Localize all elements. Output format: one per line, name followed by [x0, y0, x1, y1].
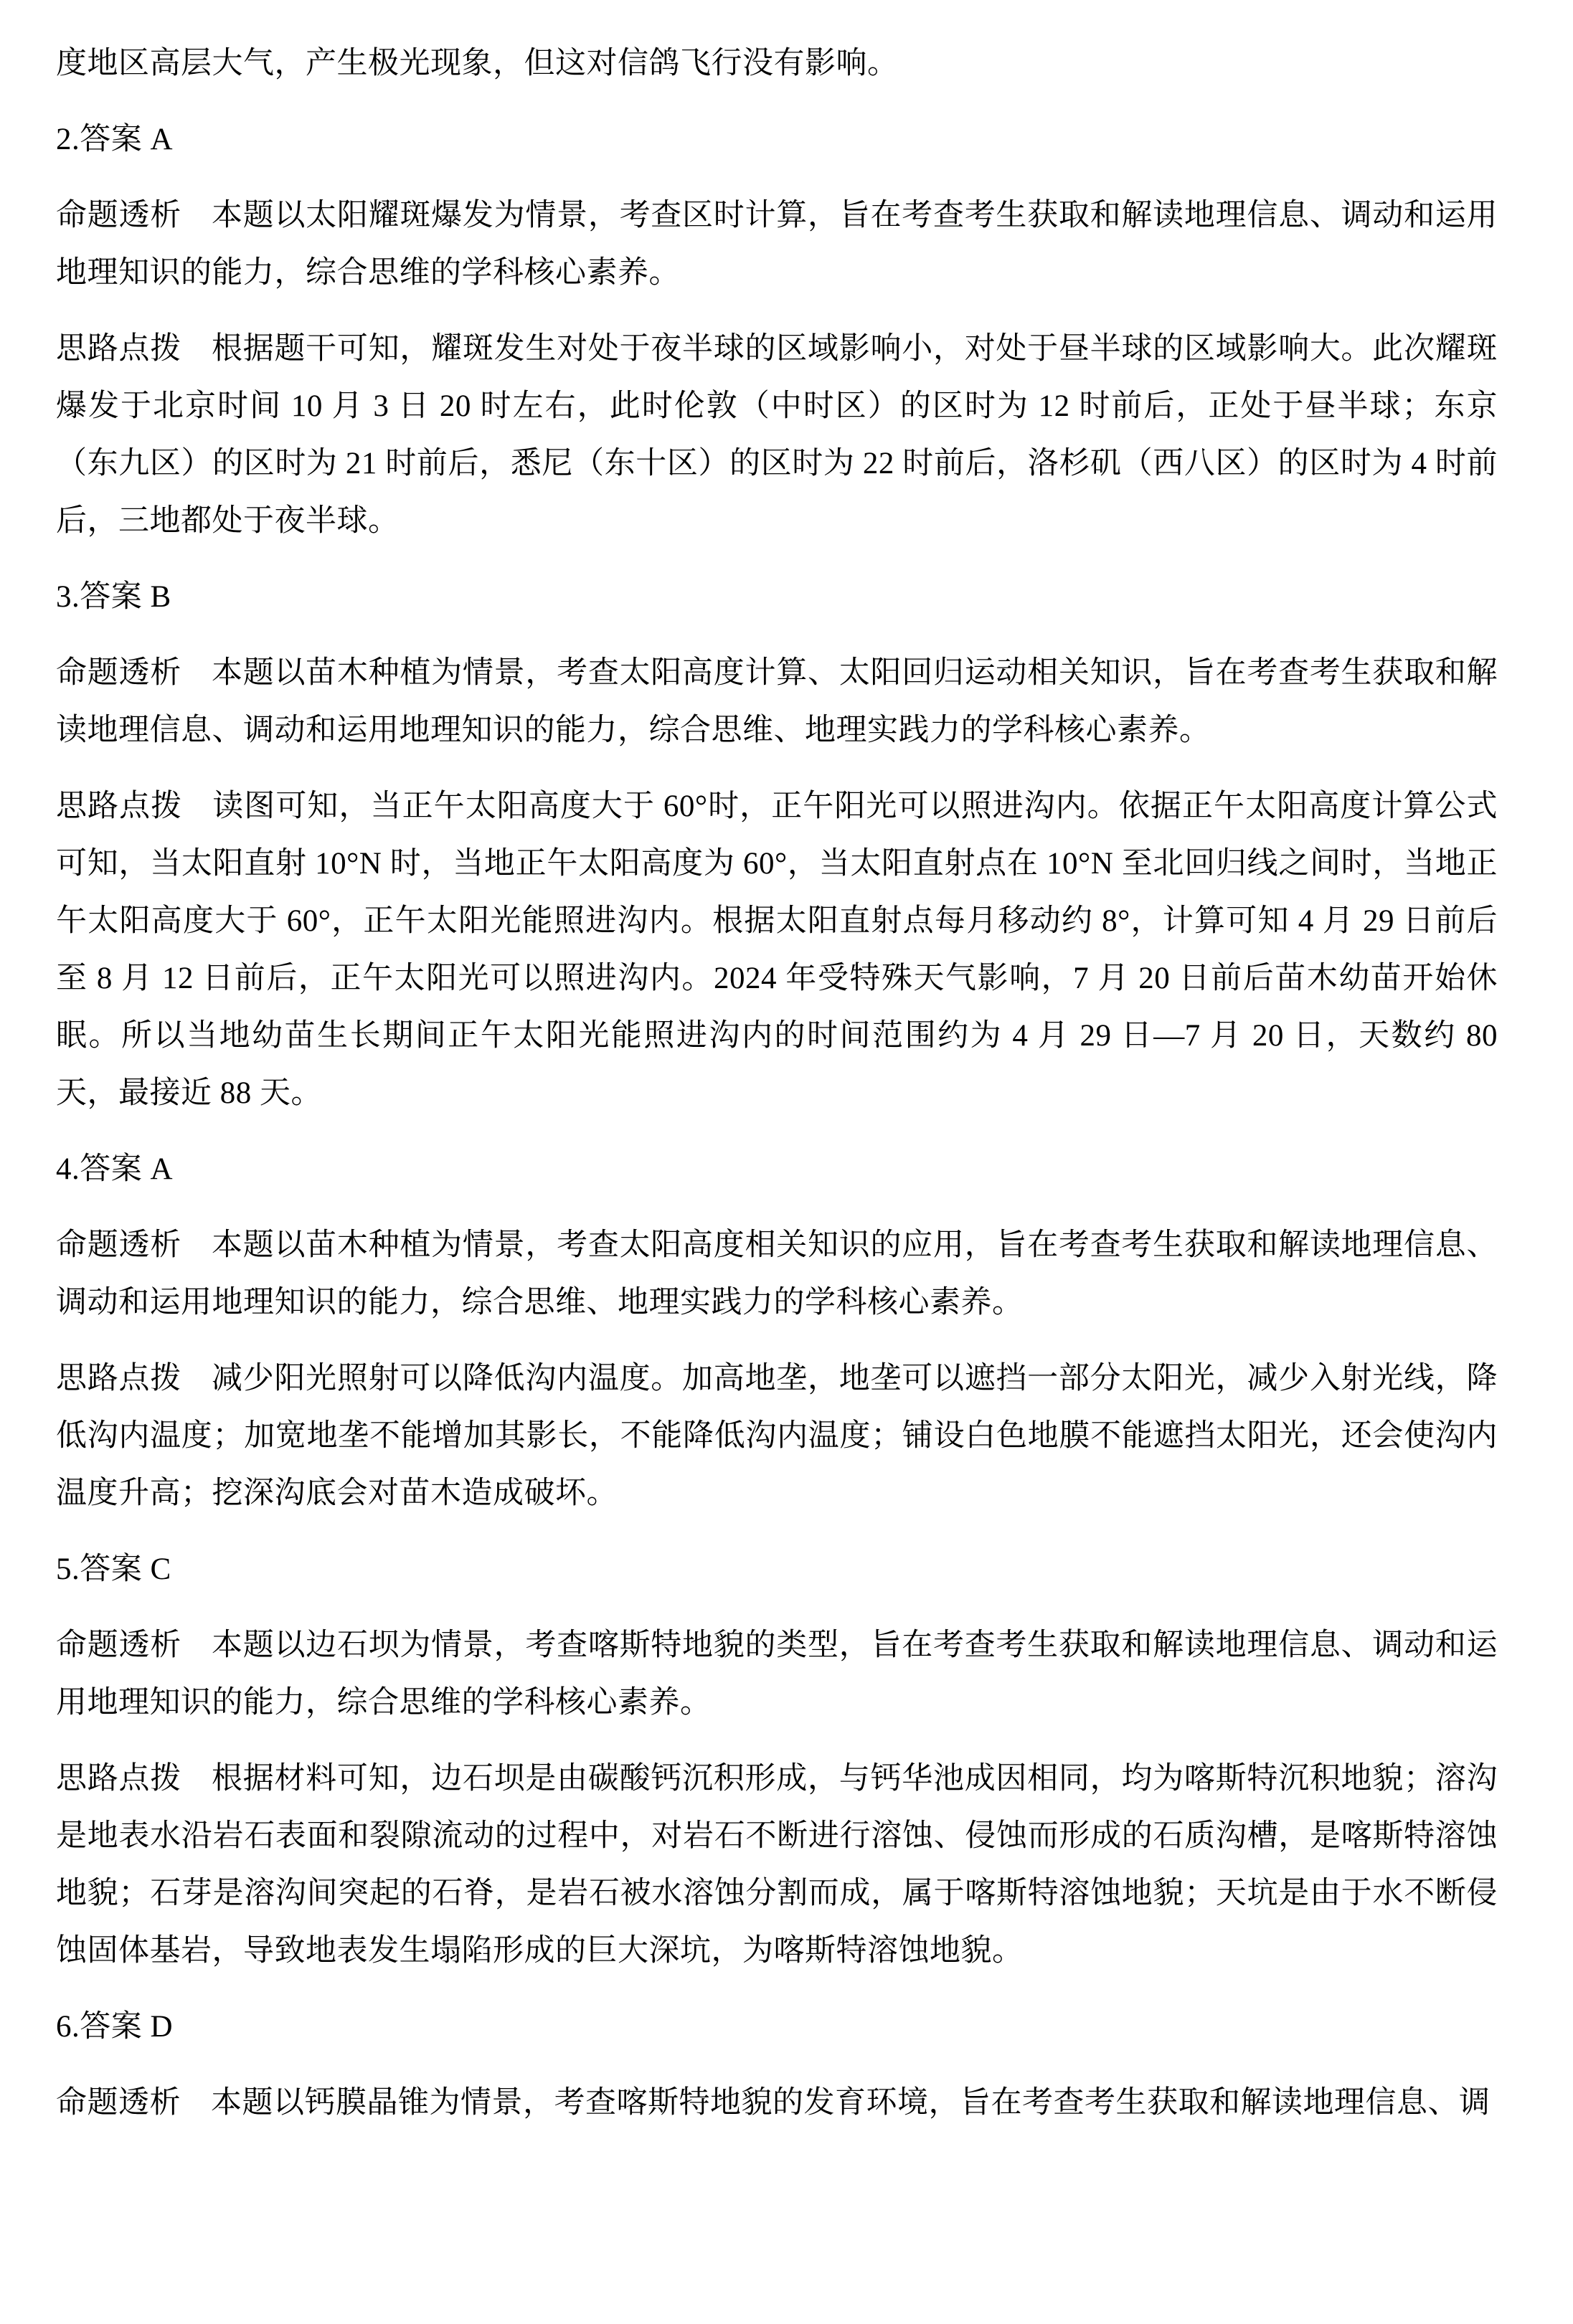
tips-text: 根据题干可知，耀斑发生对处于夜半球的区域影响小，对处于昼半球的区域影响大。此次耀斑爆发于北京时间 10 月 3 日 20 时左右，此时伦敦（中时区）的区时为 12 时前后，正处于昼半球；东京（东九区）的区时为 21 时前后，悉尼（东十区）的区时为 22 时前后，洛杉矶（西八区）的区时为 4 时前后，三地都处于夜半球。 [56, 332, 1498, 538]
tips-paragraph-q5 [56, 1750, 1498, 1980]
tips-paragraph-q3 [56, 778, 1498, 1122]
tips-label: 思路点拨 [56, 332, 181, 366]
tips-text: 读图可知，当正午太阳高度大于 60°时，正午阳光可以照进沟内。依据正午太阳高度计算公式可知，当太阳直射 10°N 时，当地正午太阳高度为 60°，当太阳直射点在 10°N 至北回归线之间时，当地正午太阳高度大于 60°，正午太阳光能照进沟内。根据太阳直射点每月移动约 8°，计算可知 4 月 29 日前后至 8 月 12 日前后，正午太阳光可以照进沟内。2024 年受特殊天气影响，7 月 20 日前后苗木幼苗开始休眠。所以当地幼苗生长期间正午太阳光能照进沟内的时间范围约为 4 月 29 日—7 月 20 日，天数约 80 天，最接近 88 天。 [56, 789, 1498, 1110]
analysis-paragraph-q5 [56, 1617, 1498, 1732]
tips-text: 减少阳光照射可以降低沟内温度。加高地垄，地垄可以遮挡一部分太阳光，减少入射光线，降低沟内温度；加宽地垄不能增加其影长，不能降低沟内温度；铺设白色地膜不能遮挡太阳光，还会使沟内温度升高；挖深沟底会对苗木造成破坏。 [56, 1362, 1498, 1510]
tips-label: 思路点拨 [56, 1362, 181, 1395]
analysis-paragraph-q2 [56, 187, 1498, 302]
analysis-paragraph-q4 [56, 1217, 1498, 1332]
tips-label: 思路点拨 [56, 1762, 181, 1796]
answer-section-q5 [56, 1541, 1498, 1980]
analysis-label: 命题透析 [56, 1628, 181, 1662]
answer-section-q3 [56, 569, 1498, 1122]
answer-label-q6: 6.答案 D [56, 2010, 174, 2044]
answer-label-q4: 4.答案 A [56, 1152, 174, 1186]
answer-section-q4 [56, 1141, 1498, 1522]
analysis-label: 命题透析 [56, 199, 181, 232]
analysis-text: 本题以太阳耀斑爆发为情景，考查区时计算，旨在考查考生获取和解读地理信息、调动和运用地理知识的能力，综合思维的学科核心素养。 [56, 199, 1498, 290]
answer-label-q2: 2.答案 A [56, 123, 174, 156]
analysis-label: 命题透析 [56, 1228, 181, 1262]
answer-label-q3: 3.答案 B [56, 580, 171, 614]
analysis-paragraph-q3 [56, 645, 1498, 759]
analysis-text: 本题以苗木种植为情景，考查太阳高度相关知识的应用，旨在考查考生获取和解读地理信息、调动和运用地理知识的能力，综合思维、地理实践力的学科核心素养。 [56, 1228, 1498, 1319]
answer-section-q2 [56, 111, 1498, 550]
continuation-text: 度地区高层大气，产生极光现象，但这对信鸽飞行没有影响。 [56, 47, 899, 80]
tips-label: 思路点拨 [56, 789, 183, 823]
analysis-paragraph-q6 [56, 2074, 1498, 2132]
tips-text: 根据材料可知，边石坝是由碳酸钙沉积形成，与钙华池成因相同，均为喀斯特沉积地貌；溶沟是地表水沿岩石表面和裂隙流动的过程中，对岩石不断进行溶蚀、侵蚀而形成的石质沟槽，是喀斯特溶蚀地貌；石芽是溶沟间突起的石脊，是岩石被水溶蚀分割而成，属于喀斯特溶蚀地貌；天坑是由于水不断侵蚀固体基岩，导致地表发生塌陷形成的巨大深坑，为喀斯特溶蚀地貌。 [56, 1762, 1498, 1968]
analysis-label: 命题透析 [56, 656, 181, 690]
answer-section-q6 [56, 1998, 1498, 2132]
analysis-text: 本题以苗木种植为情景，考查太阳高度计算、太阳回归运动相关知识，旨在考查考生获取和解读地理信息、调动和运用地理知识的能力，综合思维、地理实践力的学科核心素养。 [56, 656, 1498, 747]
analysis-text: 本题以边石坝为情景，考查喀斯特地貌的类型，旨在考查考生获取和解读地理信息、调动和运用地理知识的能力，综合思维的学科核心素养。 [56, 1628, 1498, 1720]
tips-paragraph-q4 [56, 1350, 1498, 1522]
tips-paragraph-q2 [56, 321, 1498, 550]
analysis-label: 命题透析 [56, 2086, 181, 2120]
answer-label-q5: 5.答案 C [56, 1552, 171, 1586]
analysis-text: 本题以钙膜晶锥为情景，考查喀斯特地貌的发育环境，旨在考查考生获取和解读地理信息、调 [211, 2086, 1491, 2120]
